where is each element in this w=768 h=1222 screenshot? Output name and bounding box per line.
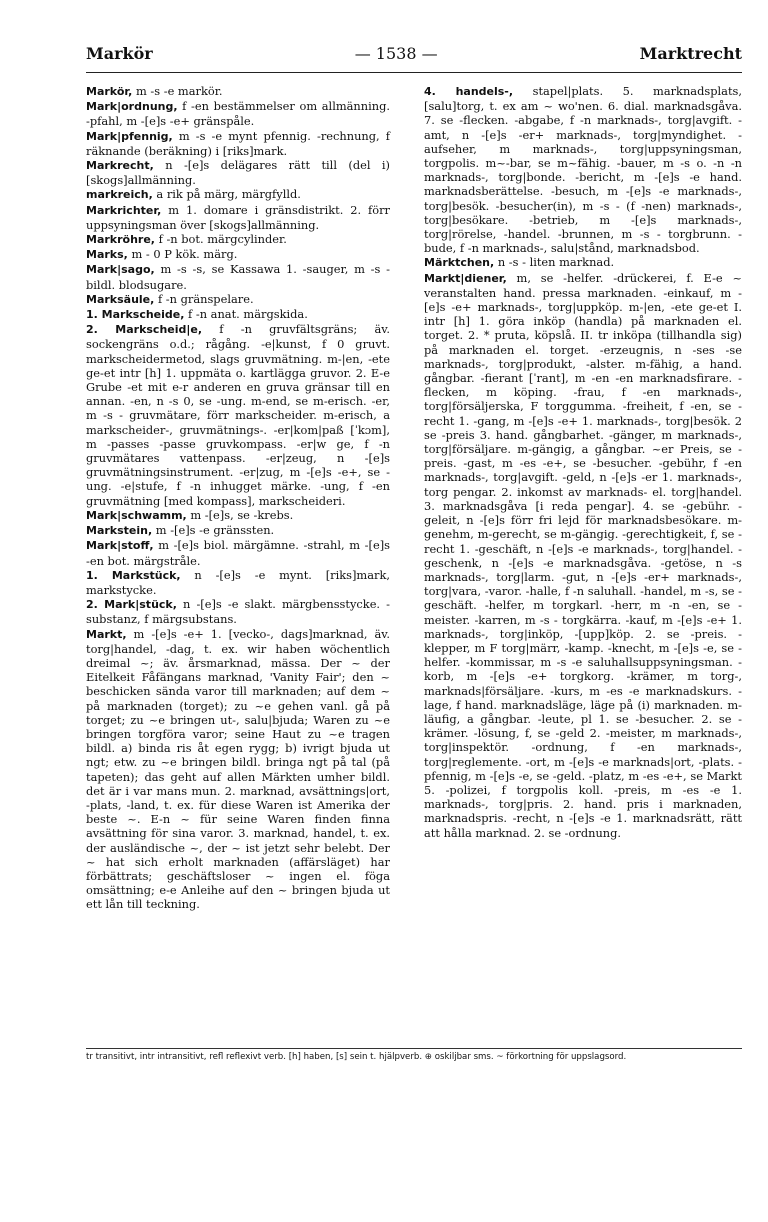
dictionary-entry: Markt, m -[e]s -e+ 1. [vecko-, dags]marknad, äv. torg|handel, -dag, t. ex. wir haben wöchentlich dreimal ~; äv. årsmarknad, mässa. Der ~ der Eitelkeit Fåfängans marknad, 'Vanity Fair'; den ~ beschicken sända varor till marknaden; auf dem ~ på marknaden (torget); zu ~e gehen vanl. gå på torget; zu ~e bringen ut-, salu|bjuda; Waren zu ~e bringen torgföra varor; seine Haut zu ~e tragen bildl. a) binda ris åt egen rygg; b) ivrigt bjuda ut ngt; etw. zu ~e bringen bildl. bringa ngt på tal (på tapeten); das geht auf allen Märkten umher bildl. det är i var mans mun. 2. marknad, avsättnings|ort, -plats, -land, t. ex. für diese Waren ist Amerika der beste ~. E-n ~ für seine Waren finden finna avsättning för sina varor. 3. marknad, handel, t. ex. der ausländische ~, der ~ ist jetzt sehr belebt. Der ~ hat sich erholt marknaden (affärsläget) har förbättrats; geschäftsloser ~ ingen el. föga omsättning; e-e Anleihe auf den ~ bringen bjuda ut ett lån till teckning.: [86, 626, 390, 912]
dictionary-entry: Markt|diener, m, se -helfer. -drückerei, f. E-e ~ veranstalten hand. pressa marknaden. -einkauf, m -[e]s -e+ marknads-, torg|uppköp. m-|en, -ete ge-et I. intr [h] 1. göra inköp (handla) på marknaden el. torget. 2. * pruta, köpslå. II. tr inköpa (tillhandla sig) på marknaden el. torget. -erzeugnis, n -ses -se marknads-, torg|produkt, -alster. m-fähig, a hand. gångbar. -fierant [ˈrant], m -en -en marknadsfirare. -flecken, m köping. -frau, f -en marknads-, torg|försäljerska, F torggumma. -freiheit, f -en, se -recht 1. -gang, m -[e]s -e+ 1. marknads-, torg|besök. 2 se -preis 3. hand. gångbarhet. -gänger, m marknads-, torg|försäljare. m-gängig, a gångbar. ~er Preis, se -preis. -gast, m -es -e+, se -besucher. -gebühr, f -en marknads-, torg|avgift. -geld, n -[e]s -er 1. marknads-, torg pengar. 2. inkomst av marknads- el. torg|handel. 3. marknadsgåva [i reda pengar]. 4. se -gebühr. -geleit, n -[e]s förr fri lejd för marknadsbesökare. m-genehm, m-gerecht, se m-gängig. -gerechtigkeit, f, se -recht 1. -geschäft, n -[e]s -e marknads-, torg|handel. -geschenk, n -[e]s -e marknadsgåva. -getöse, n -s marknads-, torg|larm. -gut, n -[e]s -er+ marknads-, torg|vara, -varor. -halle, f -n saluhall. -handel, m -s, se -geschäft. -helfer, m torgkarl. -herr, m -n -en, se -meister. -karren, m -s - torgkärra. -kauf, m -[e]s -e+ 1. marknads-, torg|inköp, -[upp]köp. 2. se -preis. -klepper, m F torg|märr, -kamp. -knecht, m -[e]s -e, se -helfer. -kommissar, m -s -e saluhallsuppsyningsman. -korb, m -[e]s -e+ torgkorg. -krämer, m torg-, marknads|försäljare. -kurs, m -es -e marknadskurs. -lage, f hand. marknadsläge, läge på (i) marknaden. m-läufig, a gångbar. -leute, pl 1. se -besucher. 2. se -krämer. -lösung, f, se -geld 2. -meister, m marknads-, torg|inspektör. -ordnung, f -en marknads-, torg|reglemente. -ort, m -[e]s -e marknads|ort, -plats. -pfennig, m -[e]s -e, se -geld. -platz, m -es -e+, se Markt 5. -polizei, f torgpolis koll. -preis, m -es -e 1. marknads-, torg|pris. 2. hand. pris i marknaden, marknadspris. -recht, n -[e]s -e 1. marknadsrätt, rätt att hålla marknad. 2. se -ordnung.: [424, 270, 742, 840]
dictionary-entry: Mark|ordnung, f -en bestämmelser om allmänning. -pfahl, m -[e]s -e+ gränspåle.: [86, 99, 390, 129]
page-number: — 1538 —: [354, 44, 438, 63]
left-column: [86, 84, 390, 912]
page-header: [86, 44, 742, 70]
dictionary-entry: Marksäule, f -n gränspelare.: [86, 291, 254, 306]
header-left-headword: Markör: [86, 44, 153, 63]
dictionary-entry: markreich, a rik på märg, märgfylld.: [86, 187, 301, 202]
dictionary-entry: Marks, m - 0 P kök. märg.: [86, 247, 238, 262]
dictionary-entry: Mark|stoff, m -[e]s biol. märgämne. -strahl, m -[e]s -en bot. märgstråle.: [86, 538, 390, 568]
right-column: [424, 84, 742, 840]
dictionary-entry: 2. Markscheid|e, f -n gruvfältsgräns; äv. sockengräns o.d.; rågång. -e|kunst, f 0 gruvt. markscheidermetod, slags gruvmätning. m-|en, -ete ge-et intr [h] 1. uppmäta o. kartlägga gruvor. 2. E-e Grube -et mit e-r anderen en gruva gränsar till en annan. -en, n -s 0, se -ung. m-end, se m-erisch. -er, m -s - gruvmätare, förr markscheider. m-erisch, a markscheider-, gruvmätnings-. -er|kom|paß [ˈkɔm], m -passes -passe gruvkompass. -er|w ge, f -n gruvmätares vattenpass. -er|zeug, n -[e]s gruvmätningsinstrument. -er|zug, m -[e]s -e+, se -ung. -e|stufe, f -n inhugget märke. -ung, f -en gruvmätning [med kompass], markscheideri.: [86, 322, 390, 508]
dictionary-entry: Markrichter, m 1. domare i gränsdistrikt. 2. förr uppsyningsman över [skogs]allmänning.: [86, 202, 390, 232]
dictionary-entry: Mark|sago, m -s -s, se Kassawa 1. -sauger, m -s - bildl. blodsugare.: [86, 262, 390, 292]
dictionary-entry: Markröhre, f -n bot. märgcylinder.: [86, 232, 287, 247]
dictionary-entry: Mark|pfennig, m -s -e mynt pfennig. -rechnung, f räknande (beräkning) i [riks]mark.: [86, 128, 390, 158]
abbreviation-footer: tr transitivt, intr intransitivt, refl reflexivt verb. [h] haben, [s] sein t. hjälpverb. ⊕ oskiljbar sms. ~ förkortning för uppslagsord.: [86, 1052, 627, 1062]
dictionary-entry: Markör, m -s -e markör.: [86, 84, 223, 98]
dictionary-entry: Markstein, m -[e]s -e gränssten.: [86, 523, 275, 538]
dictionary-entry: 4. handels-, stapel|plats. 5. marknadsplats, [salu]torg, t. ex am ~ wo'nen. 6. dial. marknadsgåva. 7. se -flecken. -abgabe, f -n marknads-, torg|avgift. -amt, n -[e]s -er+ marknads-, torg|myndighet. -aufseher, m marknads-, torg|uppsyningsman, torgpolis. m~-bar, se m~fähig. -bauer, m -s o. -n -n marknads-, torg|bonde. -bericht, m -[e]s -e hand. marknadsberättelse. -besuch, m -[e]s -e marknads-, torg|besök. -besucher(in), m -s - (f -nen) marknads-, torg|besökare. -betrieb, m -[e]s marknads-, torg|rörelse, -handel. -brunnen, m -s - torgbrunn. -bude, f -n marknads-, salu|stånd, marknadsbod.: [424, 84, 742, 256]
dictionary-entry: Markrecht, n -[e]s delägares rätt till (del i) [skogs]allmänning.: [86, 158, 390, 188]
header-right-headword: Marktrecht: [639, 44, 742, 63]
dictionary-entry: Mark|schwamm, m -[e]s, se -krebs.: [86, 507, 294, 522]
dictionary-entry: Märktchen, n -s - liten marknad.: [424, 255, 615, 270]
footer-rule: [86, 1048, 742, 1049]
dictionary-entry: 1. Markscheide, f -n anat. märgskida.: [86, 307, 308, 322]
dictionary-entry: 2. Mark|stück, n -[e]s -e slakt. märgbensstycke. -substanz, f märgsubstans.: [86, 597, 390, 627]
header-rule: [86, 72, 742, 73]
dictionary-entry: 1. Markstück, n -[e]s -e mynt. [riks]mark, markstycke.: [86, 567, 390, 597]
